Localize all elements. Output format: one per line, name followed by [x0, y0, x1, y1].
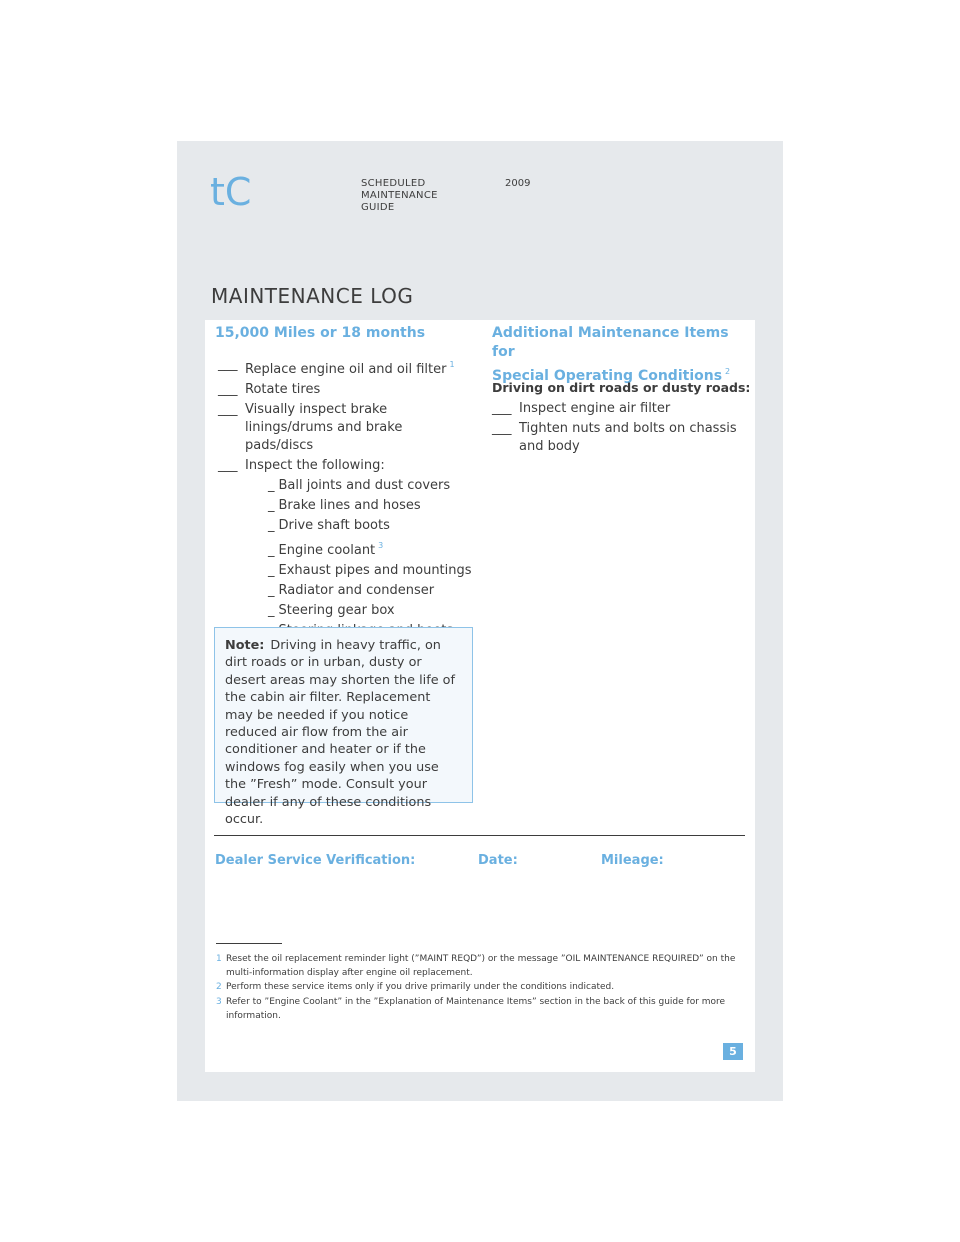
note-box — [214, 627, 473, 828]
sub-item: _ Steering gear box — [268, 603, 395, 618]
checkbox-blank: ___ — [492, 401, 512, 416]
sub-item-text: Ball joints and dust covers — [278, 478, 451, 493]
checkbox-blank: ___ — [218, 382, 238, 397]
sub-item: _ Ball joints and dust covers — [268, 478, 451, 493]
footnote-divider — [216, 943, 282, 944]
note-text: Driving in heavy traffic, on dirt roads or in urban, dusty or desert areas may shorten the life of the cabin air filter. Replacement may be needed if you notice reduced air flow from the air conditioner and heater or if the windows fog easily when you use the ”Fresh” mode. Consult your dealer if any of these conditions occur. — [225, 638, 456, 828]
item-text: Inspect the following: — [245, 458, 385, 473]
footnotes — [216, 952, 746, 1023]
interval-checklist — [218, 356, 473, 642]
sub-item-text: Drive shaft boots — [278, 518, 390, 533]
footnote-ref: 3 — [378, 541, 384, 550]
page-number: 5 — [723, 1043, 743, 1060]
guide-line: GUIDE — [361, 202, 395, 213]
page-title: MAINTENANCE LOG — [211, 284, 414, 308]
checklist-item — [218, 356, 473, 379]
checkbox-blank: ___ — [218, 402, 238, 417]
sub-item-text: Steering gear box — [278, 603, 395, 618]
checkbox-blank: ___ — [218, 458, 238, 473]
checklist-item — [218, 381, 473, 399]
sub-item: _ Engine coolant $^3$ — [268, 541, 384, 558]
model-year: 2009 — [505, 178, 531, 189]
sub-item: _ Brake lines and hoses — [268, 498, 421, 513]
footnote: 3 Refer to ”Engine Coolant” in the ”Explanation of Maintenance Items” section in the back of this guide for more information. — [216, 996, 726, 1021]
checkbox-blank: ___ — [218, 357, 238, 372]
sub-item: _ Drive shaft boots — [268, 518, 390, 533]
sub-item-text: Exhaust pipes and mountings — [278, 563, 472, 578]
sub-item-text: Engine coolant — [278, 543, 376, 558]
item-text: Inspect engine air filter — [519, 401, 671, 416]
checklist-item — [218, 457, 473, 475]
dealer-verification-label: Dealer Service Verification: — [215, 853, 416, 868]
dusty-roads-subheading: Driving on dirt roads or dusty roads: — [492, 380, 751, 395]
checklist-item — [218, 401, 473, 455]
divider-line — [214, 835, 745, 836]
sub-item: _ Exhaust pipes and mountings — [268, 563, 472, 578]
sub-item-text: Brake lines and hoses — [278, 498, 421, 513]
note-label: Note: — [225, 638, 265, 653]
special-conditions-heading: Additional Maintenance Items for Special Operating Conditions $^2$ — [492, 325, 731, 384]
item-text: Replace engine oil and oil filter — [245, 362, 447, 377]
guide-line: MAINTENANCE — [361, 190, 438, 201]
special-checklist — [492, 400, 742, 458]
guide-line: SCHEDULED — [361, 178, 426, 189]
item-text: Visually inspect brake linings/drums and brake pads/discs — [245, 402, 403, 453]
interval-heading: 15,000 Miles or 18 months — [215, 325, 426, 341]
sub-item-text: Radiator and condenser — [278, 583, 435, 598]
checklist-item — [492, 420, 742, 456]
date-label: Date: — [478, 853, 518, 868]
checklist-item — [492, 400, 742, 418]
footnote-ref: 2 — [725, 367, 731, 376]
mileage-label: Mileage: — [601, 853, 664, 868]
item-text: Rotate tires — [245, 382, 321, 397]
footnote: 1 Reset the oil replacement reminder light (”MAINT REQD”) or the message ”OIL MAINTENANCE REQUIRED” on the multi-information display after engine oil replacement. — [216, 954, 736, 979]
guide-title — [361, 178, 438, 214]
tc-logo: tC — [210, 170, 252, 214]
footnote: 2 Perform these service items only if you drive primarily under the conditions indicated. — [216, 982, 615, 993]
sub-item: _ Radiator and condenser — [268, 583, 435, 598]
checkbox-blank: ___ — [492, 421, 512, 436]
item-text: Tighten nuts and bolts on chassis and body — [519, 421, 737, 454]
footnote-ref: 1 — [449, 360, 455, 369]
